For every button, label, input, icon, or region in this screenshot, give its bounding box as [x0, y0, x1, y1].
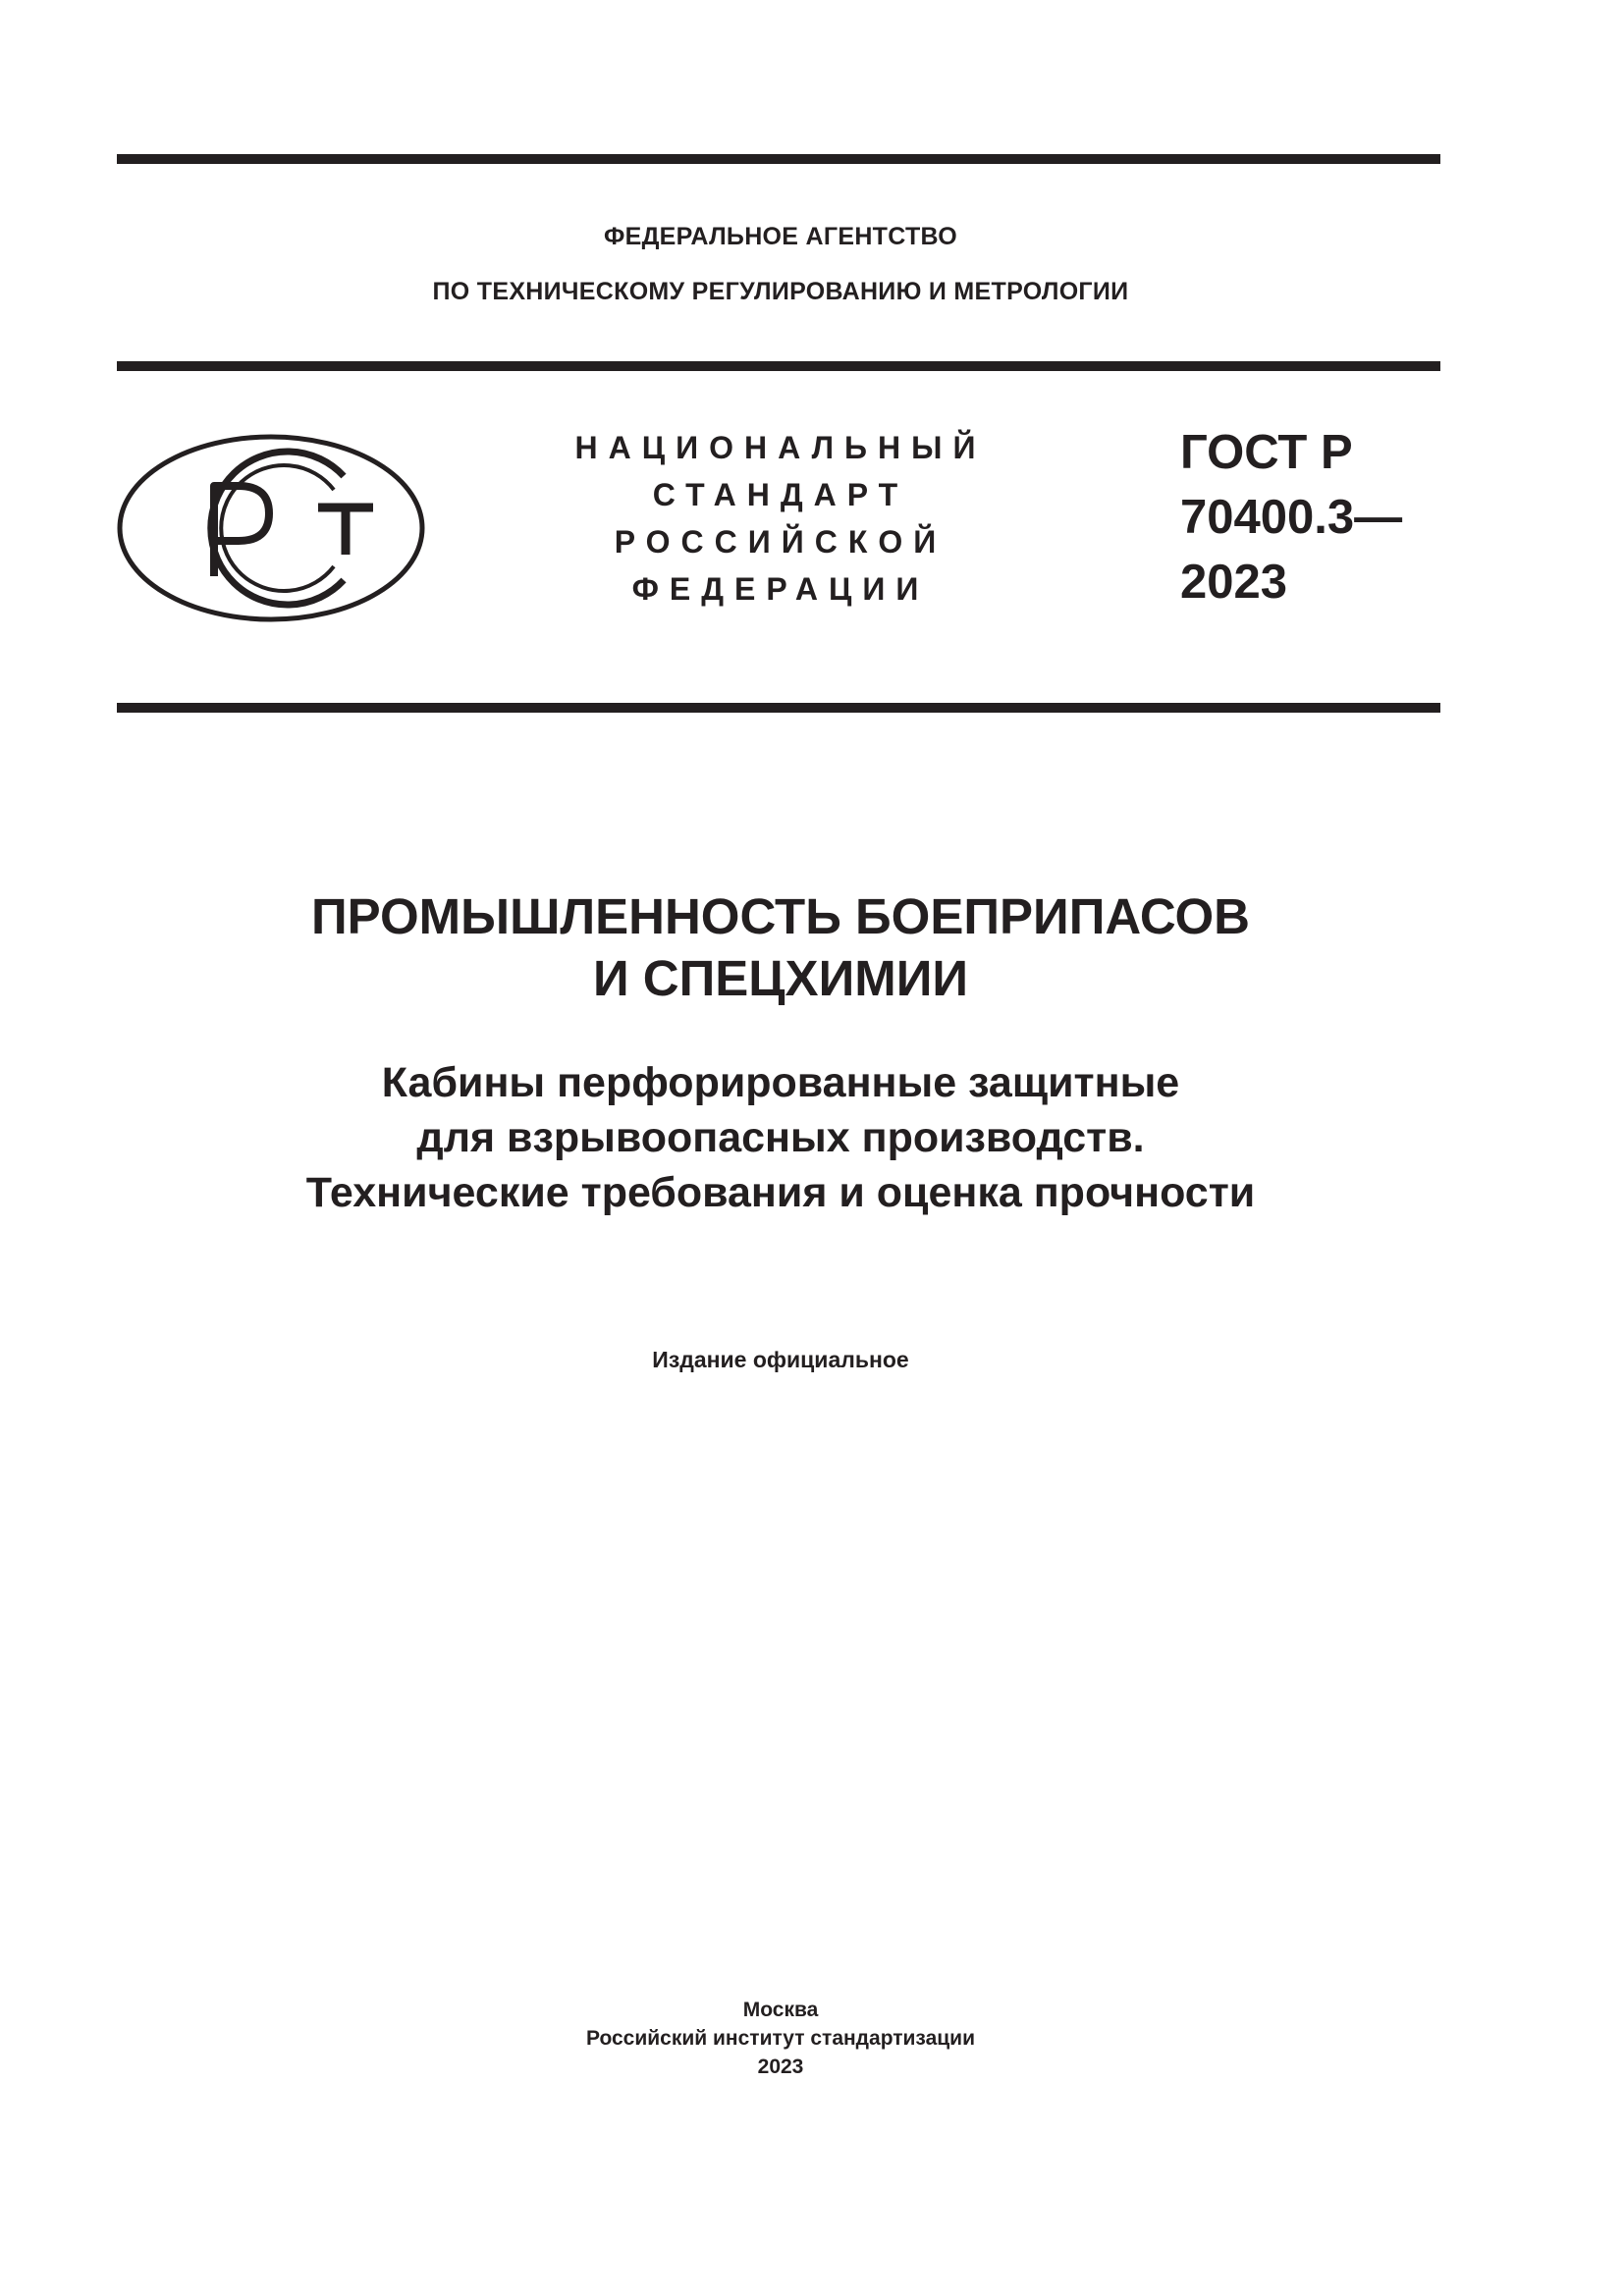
document-title — [0, 885, 1561, 1009]
document-subtitle — [0, 1055, 1561, 1220]
national-standard-label — [530, 424, 1031, 613]
designation-line-1: ГОСТ Р — [1180, 426, 1353, 479]
subtitle-line-1: Кабины перфорированные защитные — [381, 1059, 1180, 1106]
imprint — [0, 1996, 1561, 2081]
national-standard-line-2: СТАНДАРТ — [652, 477, 909, 512]
top-rule — [117, 154, 1440, 164]
standard-designation — [1180, 420, 1402, 614]
imprint-city: Москва — [742, 1999, 819, 2021]
designation-line-2: 70400.3— — [1180, 491, 1403, 544]
national-standard-line-3: РОССИЙСКОЙ — [614, 524, 947, 560]
edition-label: Издание официальное — [652, 1347, 909, 1372]
subtitle-line-2: для взрывоопасных производств. — [416, 1114, 1145, 1161]
subtitle-line-3: Технические требования и оценка прочности — [305, 1169, 1256, 1216]
title-line-1: ПРОМЫШЛЕННОСТЬ БОЕПРИПАСОВ — [311, 888, 1250, 944]
imprint-publisher: Российский институт стандартизации — [585, 2027, 976, 2050]
header-rule — [117, 361, 1440, 371]
title-line-2: И СПЕЦХИМИИ — [592, 950, 969, 1006]
imprint-year: 2023 — [757, 2056, 804, 2078]
national-standard-line-4: ФЕДЕРАЦИИ — [631, 571, 930, 607]
agency-line-2: ПО ТЕХНИЧЕСКОМУ РЕГУЛИРОВАНИЮ И МЕТРОЛОГИИ — [432, 278, 1129, 305]
rst-logo-icon — [116, 429, 430, 625]
designation-rule — [117, 703, 1440, 713]
national-standard-line-1: НАЦИОНАЛЬНЫЙ — [574, 430, 987, 465]
agency-line-1: ФЕДЕРАЛЬНОЕ АГЕНТСТВО — [603, 223, 958, 250]
designation-line-3: 2023 — [1180, 556, 1288, 609]
